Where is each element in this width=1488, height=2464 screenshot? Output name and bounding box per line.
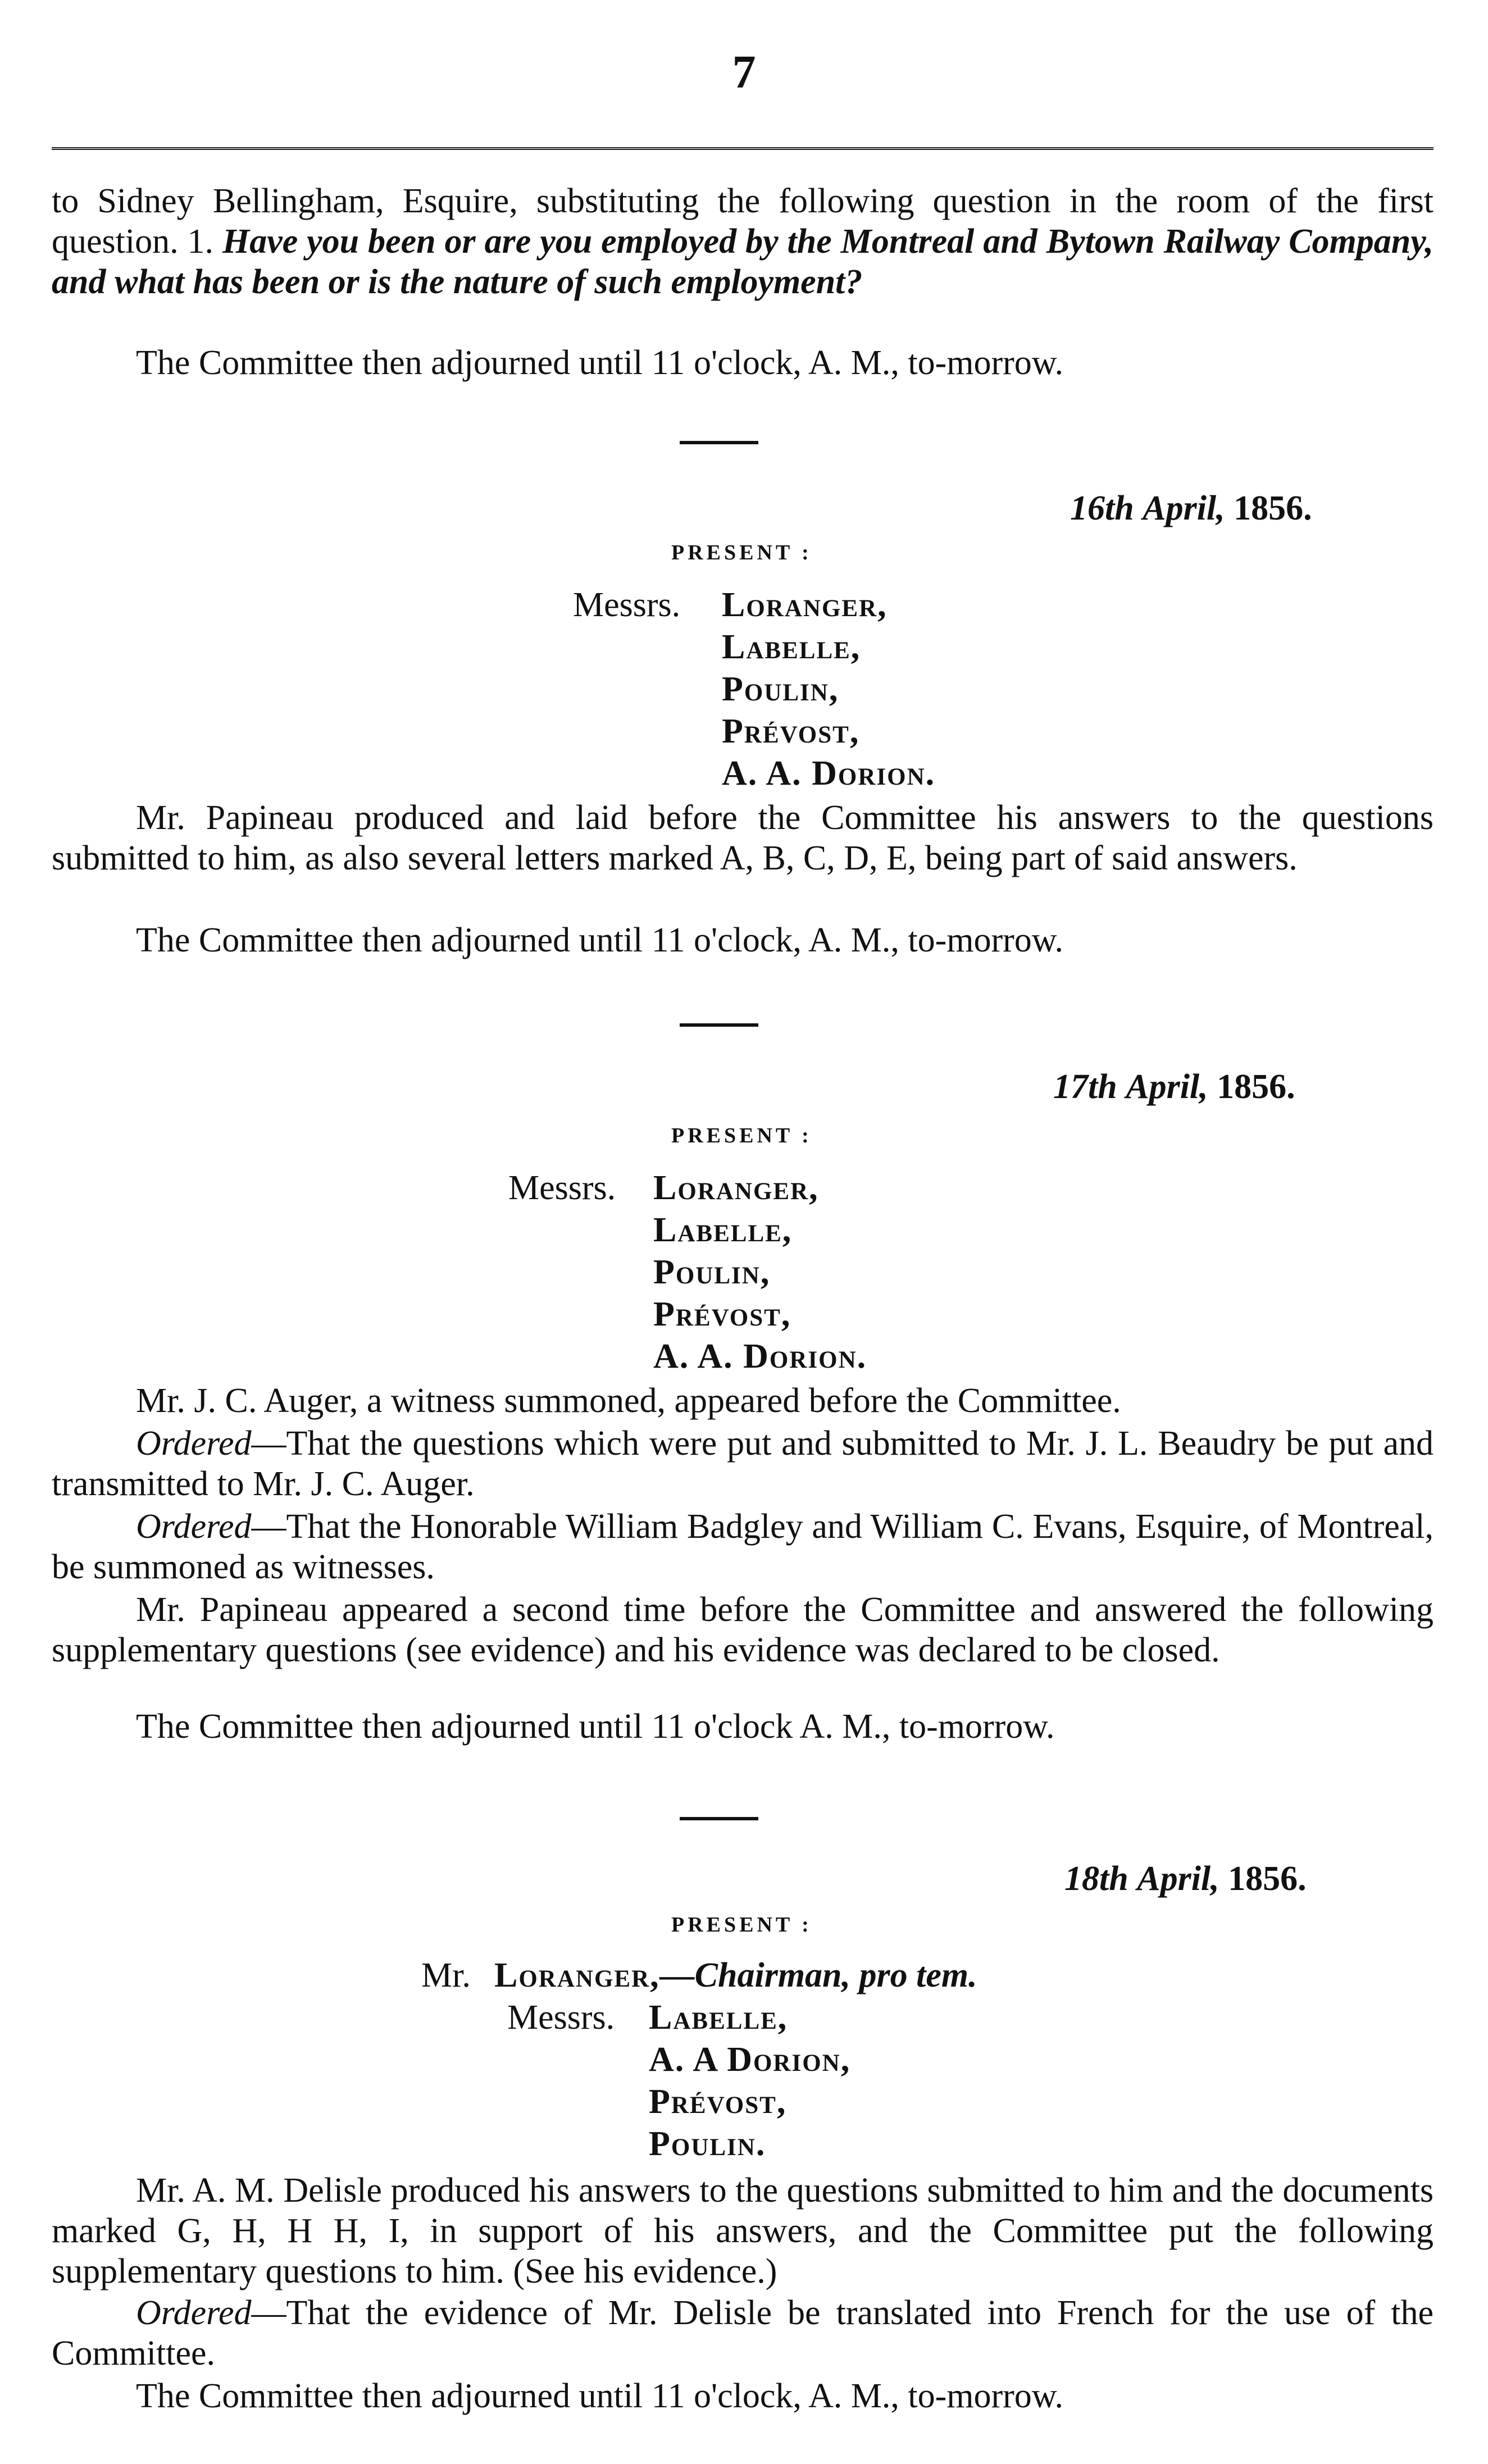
present-heading: PRESENT : <box>671 541 812 564</box>
member-name: Labelle, <box>653 1211 793 1249</box>
present-heading: PRESENT : <box>671 1913 812 1937</box>
session-paragraph: Mr. Papineau appeared a second time before the Committee and answered the following supplementary questions (see evidence) and his evidence was declared to be closed. <box>52 1591 1434 1669</box>
session-date: 16th April, 1856. <box>1070 489 1312 527</box>
session-paragraph: The Committee then adjourned until 11 o'clock, A. M., to-morrow. <box>136 921 1063 959</box>
member-name: Poulin, <box>722 670 839 708</box>
continuation-question: Have you been or are you employed by the Montreal and Bytown Railway Company, and what has been or is the nature of such employment? <box>52 222 1434 301</box>
session-paragraph: Ordered—That the questions which were put and submitted to Mr. J. L. Beaudry be put and transmitted to Mr. J. C. Auger. <box>52 1424 1434 1503</box>
member-name: Poulin. <box>649 2125 766 2163</box>
member-name: Prévost, <box>653 1295 791 1333</box>
session-paragraph: Mr. Papineau produced and laid before the Committee his answers to the questions submitted to him, as also several letters marked A, B, C, D, E, being part of said answers. <box>52 799 1434 877</box>
session-date: 17th April, 1856. <box>1053 1068 1295 1106</box>
section-separator <box>680 1023 758 1027</box>
chairman-name: Loranger, <box>494 1956 660 1994</box>
members-list <box>421 1955 977 2165</box>
member-name: Loranger, <box>653 1169 819 1207</box>
session-paragraph: Mr. J. C. Auger, a witness summoned, appeared before the Committee. <box>136 1382 1121 1420</box>
session-date: 18th April, 1856. <box>1064 1860 1307 1898</box>
member-name: Poulin, <box>653 1253 771 1291</box>
members-list <box>508 1167 867 1378</box>
section-separator <box>680 441 758 444</box>
members-list <box>573 584 935 795</box>
header-rule <box>52 147 1434 150</box>
member-name: Labelle, <box>649 1998 788 2037</box>
continuation-text: to Sidney Bellingham, Esquire, substituting the following question in the room of the first question. 1. <box>52 182 1434 261</box>
member-name: Prévost, <box>649 2083 787 2121</box>
member-name: Labelle, <box>722 628 861 666</box>
chairman-title: —Chairman, pro tem. <box>659 1956 977 1994</box>
member-name: A. A Dorion, <box>649 2041 851 2079</box>
section-separator <box>680 1817 758 1820</box>
adjournment-paragraph: The Committee then adjourned until 11 o'clock, A. M., to-morrow. <box>136 344 1063 382</box>
messrs-label: Messrs. <box>507 1998 615 2037</box>
mr-label: Mr. <box>421 1956 471 1994</box>
messrs-label: Messrs. <box>508 1169 616 1207</box>
messrs-label: Messrs. <box>573 586 681 624</box>
session-paragraph: The Committee then adjourned until 11 o'clock, A. M., to-morrow. <box>136 2377 1063 2415</box>
page-number: 7 <box>732 46 756 98</box>
session-paragraph: Ordered—That the Honorable William Badgley and William C. Evans, Esquire, of Montreal, be summoned as witnesses. <box>52 1507 1434 1586</box>
member-name: A. A. Dorion. <box>722 754 936 793</box>
member-name: A. A. Dorion. <box>653 1337 867 1376</box>
member-name: Loranger, <box>722 586 888 624</box>
session-paragraph: The Committee then adjourned until 11 o'clock A. M., to-morrow. <box>136 1707 1055 1746</box>
session-paragraph: Mr. A. M. Delisle produced his answers to the questions submitted to him and the documents marked G, H, H H, I, in support of his answers, and the Committee put the following supplementary questions to him. (See his evidence.) <box>52 2171 1434 2290</box>
continuation-paragraph <box>52 181 1434 302</box>
member-name: Prévost, <box>722 712 860 750</box>
present-heading: PRESENT : <box>671 1124 812 1147</box>
session-paragraph: Ordered—That the evidence of Mr. Delisle be translated into French for the use of the Committee. <box>52 2294 1434 2372</box>
